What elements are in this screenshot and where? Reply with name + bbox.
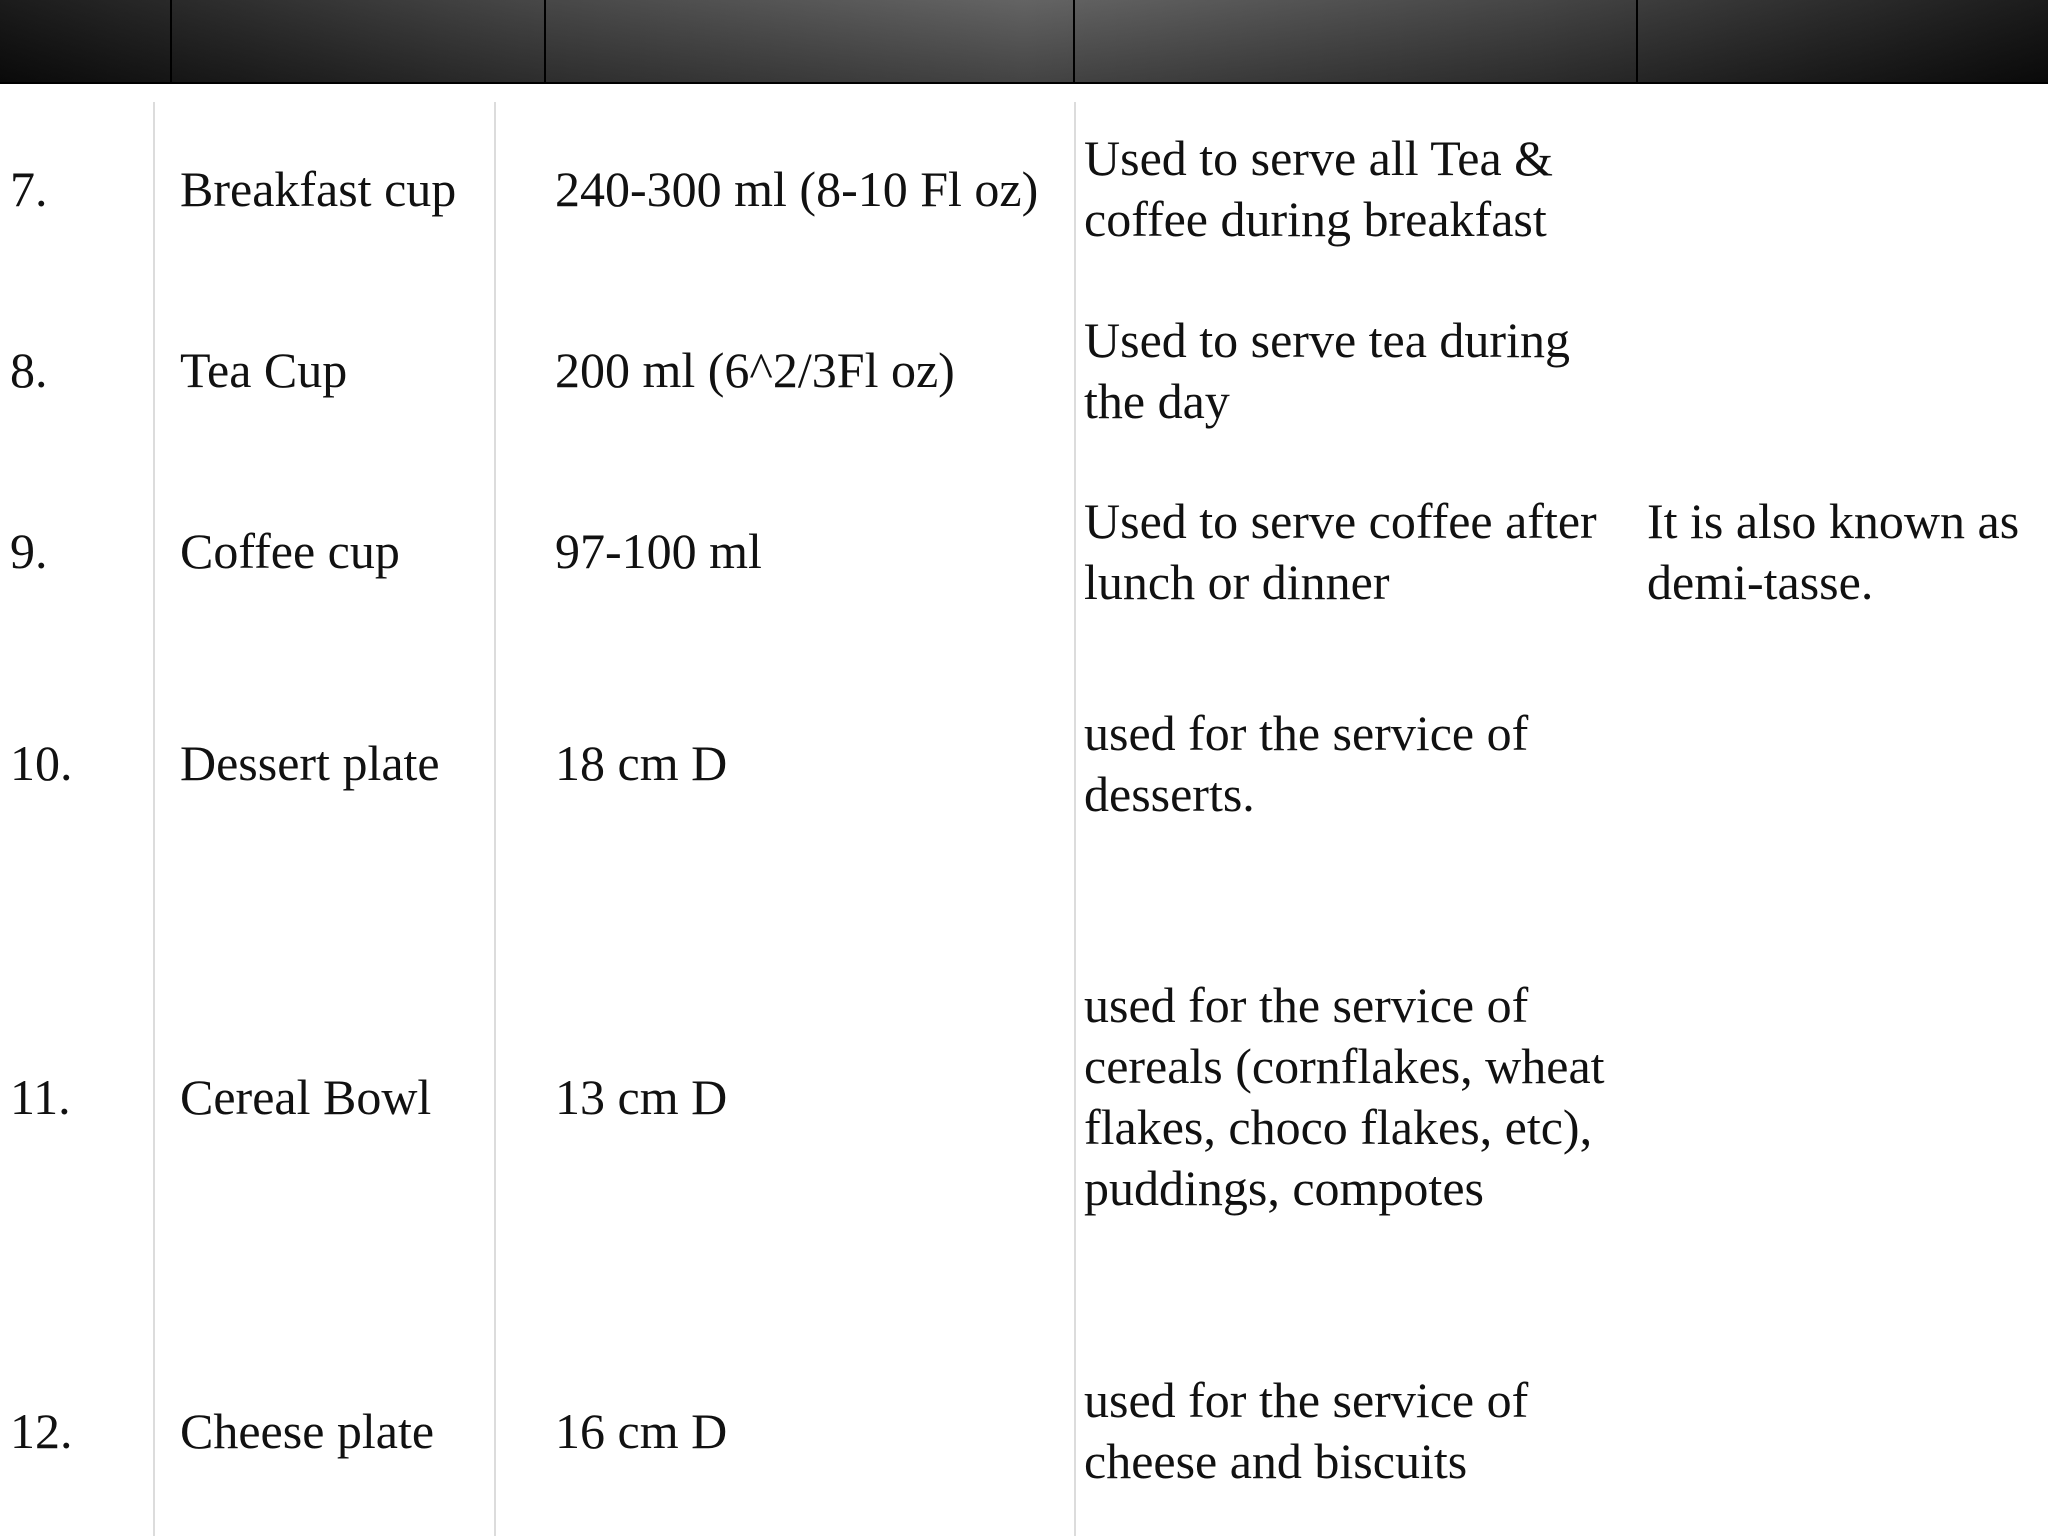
header-cell-use [1075, 0, 1638, 82]
item-use-line: flakes, choco flakes, etc), [1084, 1099, 1593, 1155]
item-size: 200 ml (6^2/3Fl oz) [555, 342, 955, 398]
row-number: 8. [10, 342, 48, 398]
item-use-line: Used to serve tea during [1084, 312, 1570, 368]
item-use-line: used for the service of [1084, 1372, 1529, 1428]
item-use [1084, 975, 1605, 1219]
item-use [1084, 703, 1528, 825]
item-use-line: puddings, compotes [1084, 1160, 1484, 1216]
item-name: Tea Cup [180, 342, 348, 398]
item-size: 16 cm D [555, 1403, 728, 1459]
item-use [1084, 491, 1597, 613]
item-size: 240-300 ml (8-10 Fl oz) [555, 161, 1039, 217]
item-name: Cereal Bowl [180, 1069, 432, 1125]
item-remark [1647, 491, 2019, 613]
item-name: Cheese plate [180, 1403, 435, 1459]
row-number: 9. [10, 523, 48, 579]
item-use-line: desserts. [1084, 766, 1255, 822]
header-cell-item [172, 0, 546, 82]
column-divider [153, 102, 155, 1536]
item-use-line: used for the service of [1084, 977, 1529, 1033]
row-number: 12. [10, 1403, 73, 1459]
item-remark-line: demi-tasse. [1647, 554, 1874, 610]
column-divider [494, 102, 496, 1536]
item-use-line: lunch or dinner [1084, 554, 1390, 610]
item-use-line: cheese and biscuits [1084, 1433, 1468, 1489]
item-use-line: used for the service of [1084, 705, 1529, 761]
item-use-line: the day [1084, 373, 1230, 429]
item-name: Dessert plate [180, 735, 440, 791]
item-use-line: Used to serve coffee after [1084, 493, 1597, 549]
row-number: 7. [10, 161, 48, 217]
item-use-line: coffee during breakfast [1084, 191, 1547, 247]
header-cell-remark [1638, 0, 2048, 82]
table-header-row [0, 0, 2048, 84]
item-use [1084, 128, 1553, 250]
item-use-line: cereals (cornflakes, wheat [1084, 1038, 1605, 1094]
header-cell-no [0, 0, 172, 82]
item-size: 97-100 ml [555, 523, 762, 579]
column-divider [1074, 102, 1076, 1536]
item-size: 13 cm D [555, 1069, 728, 1125]
item-size: 18 cm D [555, 735, 728, 791]
header-cell-size [546, 0, 1075, 82]
row-number: 10. [10, 735, 73, 791]
item-name: Coffee cup [180, 523, 400, 579]
item-remark-line: It is also known as [1647, 493, 2020, 549]
row-number: 11. [10, 1069, 71, 1125]
item-use-line: Used to serve all Tea & [1084, 130, 1554, 186]
item-use [1084, 1370, 1528, 1492]
item-name: Breakfast cup [180, 161, 457, 217]
item-use [1084, 310, 1570, 432]
